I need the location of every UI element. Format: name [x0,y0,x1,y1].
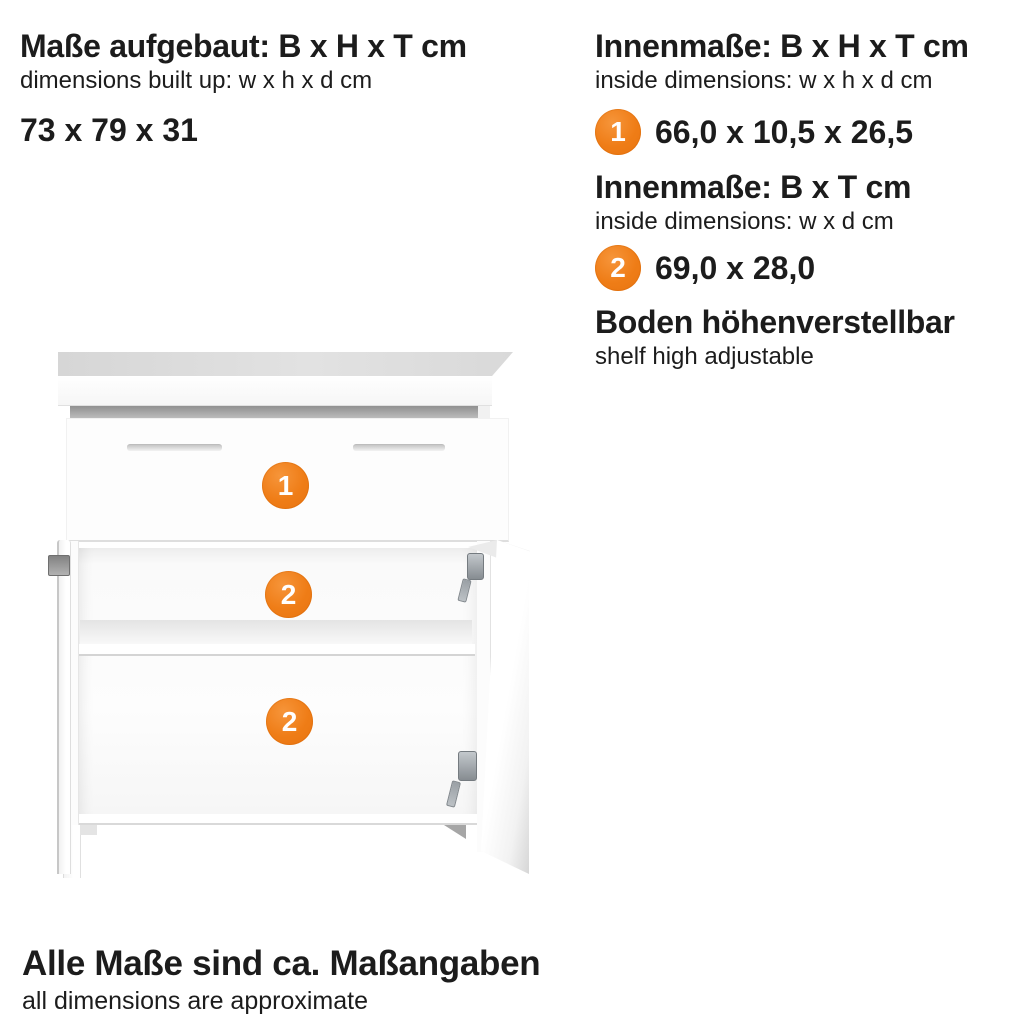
hinge-plate [458,751,477,781]
inner-bht-subtitle-en: inside dimensions: w x h x d cm [595,67,933,94]
callout-2-badge: 2 [595,245,641,291]
drawer-handle-left [127,444,222,451]
shelf-note-subtitle-en: shelf high adjustable [595,343,814,370]
hinge-arm [446,780,461,807]
cabinet-top-fascia [58,376,492,406]
door-hinge-bottom [445,746,487,812]
door-hinge-top [458,551,500,617]
drawer-handle-right [353,444,445,451]
callout-1-badge: 1 [595,109,641,155]
outer-dimensions-title-de: Maße aufgebaut: B x H x T cm [20,28,467,64]
upper-compartment-callout-badge: 2 [265,571,312,618]
inner-bt-value: 69,0 x 28,0 [655,249,816,286]
inner-bt-subtitle-en: inside dimensions: w x d cm [595,208,894,235]
disclaimer-subtitle-en: all dimensions are approximate [22,987,369,1015]
inner-bht-title-de: Innenmaße: B x H x T cm [595,28,969,64]
cabinet-recess-gap [70,406,478,418]
disclaimer-block [22,944,540,1015]
left-door-handle [48,555,70,576]
hinge-arm [457,578,471,602]
disclaimer-title-de: Alle Maße sind ca. Maßangaben [22,944,541,983]
inner-bht-value: 66,0 x 10,5 x 26,5 [655,113,913,150]
inner-dimensions-block [595,28,969,370]
shelf-front-edge [78,644,475,656]
outer-dimensions-subtitle-en: dimensions built up: w x h x d cm [20,67,373,94]
cabinet-floor-edge [78,814,477,825]
drawer-callout-badge: 1 [262,462,309,509]
outer-dimensions-value: 73 x 79 x 31 [20,112,198,148]
lower-compartment-callout-badge: 2 [266,698,313,745]
outer-dimensions-block [20,28,467,149]
cabinet-left-foot-shadow [80,825,97,835]
shelf-top-surface [80,620,472,644]
inner-bt-value-row [595,245,969,291]
shelf-note-title-de: Boden höhenverstellbar [595,304,955,340]
inner-bht-value-row [595,109,969,155]
cabinet-recess-side-edge [478,406,490,418]
left-door-open-edge [57,540,71,874]
cabinet-right-base-shadow [444,825,466,839]
inner-bt-title-de: Innenmaße: B x T cm [595,169,912,205]
cabinet-top-surface [58,352,513,376]
hinge-plate [467,553,484,580]
